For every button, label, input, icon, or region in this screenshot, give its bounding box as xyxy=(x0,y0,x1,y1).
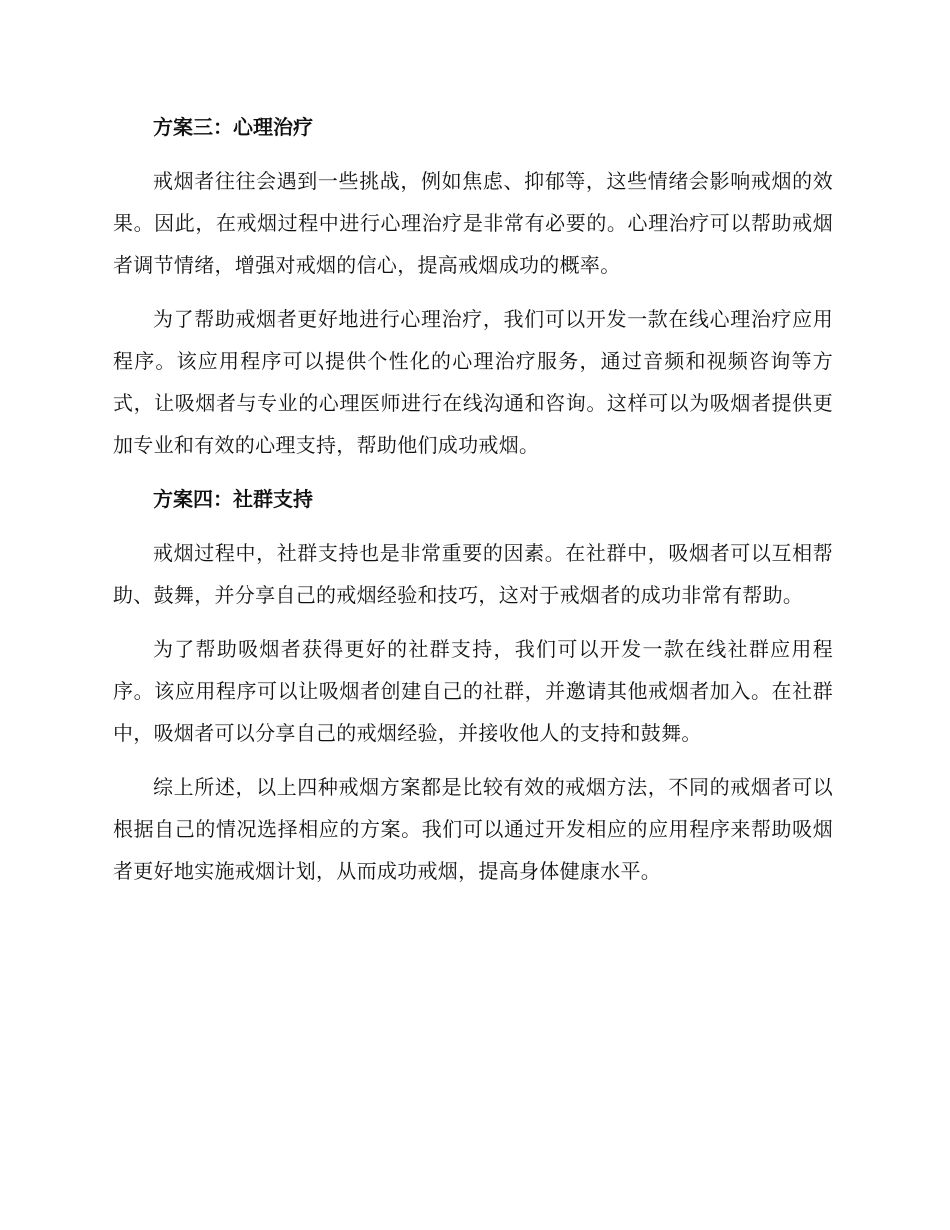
section3-paragraph-1: 戒烟者往往会遇到一些挑战，例如焦虑、抑郁等，这些情绪会影响戒烟的效果。因此，在戒烟过程中进行心理治疗是非常有必要的。心理治疗可以帮助戒烟者调节情绪，增强对戒烟的信心，提高戒烟成功的概率。 xyxy=(113,169,833,277)
document-page xyxy=(113,106,833,904)
section3-paragraph-2: 为了帮助戒烟者更好地进行心理治疗，我们可以开发一款在线心理治疗应用程序。该应用程序可以提供个性化的心理治疗服务，通过音频和视频咨询等方式，让吸烟者与专业的心理医师进行在线沟通和咨询。这样可以为吸烟者提供更加专业和有效的心理支持，帮助他们成功戒烟。 xyxy=(113,307,833,457)
section4-paragraph-2: 为了帮助吸烟者获得更好的社群支持，我们可以开发一款在线社群应用程序。该应用程序可以让吸烟者创建自己的社群，并邀请其他戒烟者加入。在社群中，吸烟者可以分享自己的戒烟经验，并接收他人的支持和鼓舞。 xyxy=(113,637,833,745)
section4-paragraph-1: 戒烟过程中，社群支持也是非常重要的因素。在社群中，吸烟者可以互相帮助、鼓舞，并分享自己的戒烟经验和技巧，这对于戒烟者的成功非常有帮助。 xyxy=(113,541,833,607)
conclusion-paragraph: 综上所述，以上四种戒烟方案都是比较有效的戒烟方法，不同的戒烟者可以根据自己的情况选择相应的方案。我们可以通过开发相应的应用程序来帮助吸烟者更好地实施戒烟计划，从而成功戒烟，提高身体健康水平。 xyxy=(113,775,833,883)
section4-heading: 方案四：社群支持 xyxy=(153,487,313,511)
section3-heading: 方案三：心理治疗 xyxy=(153,115,313,139)
